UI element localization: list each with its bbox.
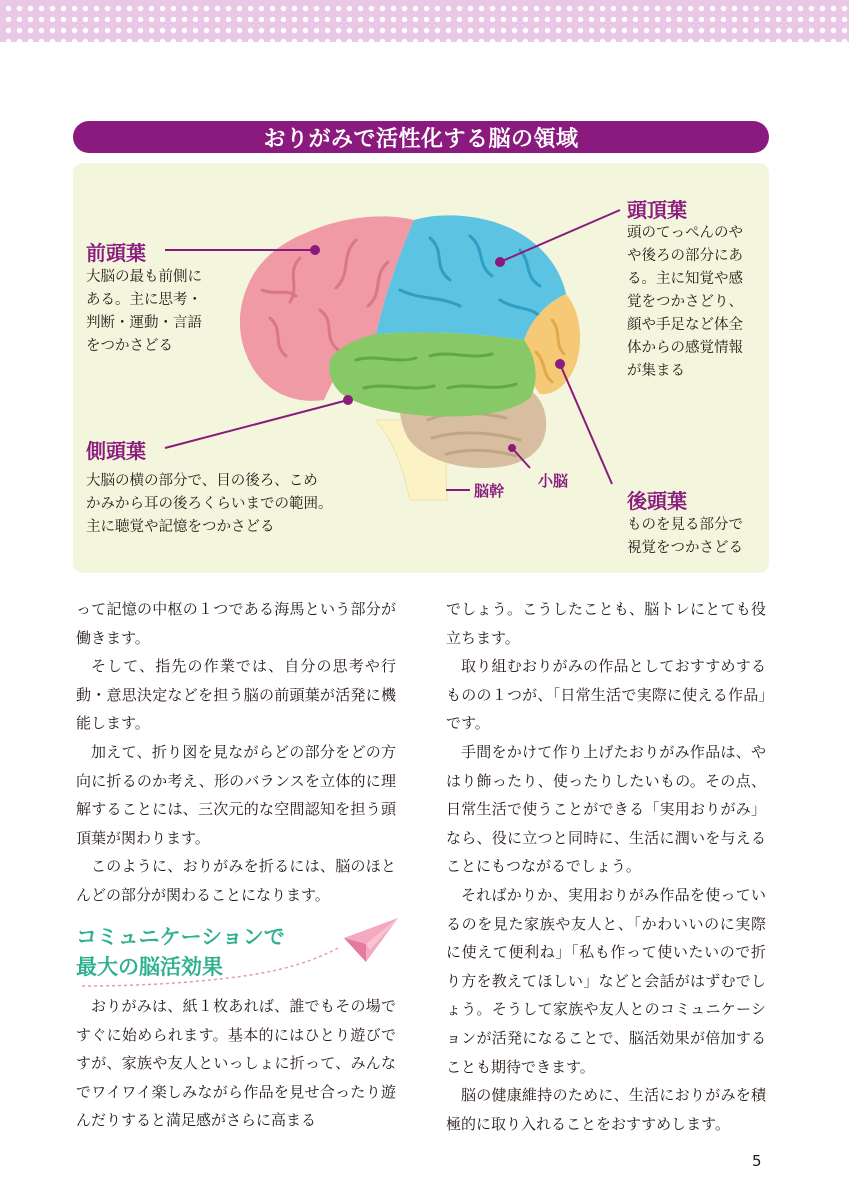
occipital-lobe-desc: ものを見る部分で 視覚をつかさどる — [627, 517, 743, 556]
paragraph: でしょう。こうしたことも、脳トレにとても役立ちます。 — [446, 600, 766, 647]
parietal-lobe-desc: 頭のてっぺんのや や後ろの部分にあ る。主に知覚や感 覚をつかさどり、 顔や手足など体全 体からの感覚情報 が集まる — [627, 225, 743, 379]
paragraph: そして、指先の作業では、自分の思考や行動・意思決定などを担う脳の前頭葉が活発に機能します。 — [76, 657, 396, 733]
parietal-lobe-title: 頭頂葉 — [627, 198, 687, 222]
paragraph: 脳の健康維持のために、生活におりがみを積極的に取り入れることをおすすめします。 — [446, 1086, 766, 1133]
left-column-bottom — [76, 992, 396, 1135]
page-title: おりがみで活性化する脳の領域 — [73, 121, 769, 153]
paragraph: そればかりか、実用おりがみ作品を使っているのを見た家族や友人と、「かわいいのに実際に使えて便利ね」「私も作って使いたいので折り方を教えてほしい」などと会話がはずむでしょう。そうして家族や友人とのコミュニケーションが活発になることで、脳活効果が倍加することも期待できます。 — [446, 885, 766, 1076]
temporal-lobe-desc: 大脳の横の部分で、目の後ろ、こめ かみから耳の後ろくらいまでの範囲。 主に聴覚や記憶をつかさどる — [86, 473, 333, 535]
temporal-lobe-shape — [329, 332, 535, 416]
left-column-top — [76, 595, 396, 910]
frontal-lobe-desc: 大脳の最も前側に ある。主に思考・ 判断・運動・言語 をつかさどる — [86, 269, 202, 354]
paragraph: 取り組むおりがみの作品としておすすめするものの１つが、「日常生活で実際に使える作品」です。 — [446, 657, 766, 733]
right-column — [446, 595, 766, 1138]
occipital-lobe-title: 後頭葉 — [627, 489, 687, 513]
brainstem-label: 脳幹 — [474, 482, 505, 500]
page-number: 5 — [752, 1152, 762, 1170]
temporal-lobe-title: 側頭葉 — [86, 439, 146, 463]
paragraph: おりがみは、紙１枚あれば、誰でもその場ですぐに始められます。基本的にはひとり遊びですが、家族や友人といっしょに折って、みんなでワイワイ楽しみながら作品を見せ合ったり遊んだりすると満足感がさらに高まる — [76, 997, 396, 1130]
paragraph: って記憶の中枢の１つである海馬という部分が働きます。 — [76, 600, 396, 647]
section-heading: コミュニケーションで 最大の脳活効果 — [76, 925, 285, 979]
paragraph: 加えて、折り図を見ながらどの部分をどの方向に折るのか考え、形のバランスを立体的に理解することには、三次元的な空間認知を担う頭頂葉が関わります。 — [76, 742, 396, 847]
paragraph: 手間をかけて作り上げたおりがみ作品は、やはり飾ったり、使ったりしたいもの。その点、日常生活で使うことができる「実用おりがみ」なら、役に立つと同時に、生活に潤いを与えることにもつながるでしょう。 — [446, 742, 766, 876]
paragraph: このように、おりがみを折るには、脳のほとんどの部分が関わることになります。 — [76, 857, 396, 904]
cerebellum-label: 小脳 — [538, 472, 569, 490]
frontal-lobe-title: 前頭葉 — [86, 241, 146, 265]
